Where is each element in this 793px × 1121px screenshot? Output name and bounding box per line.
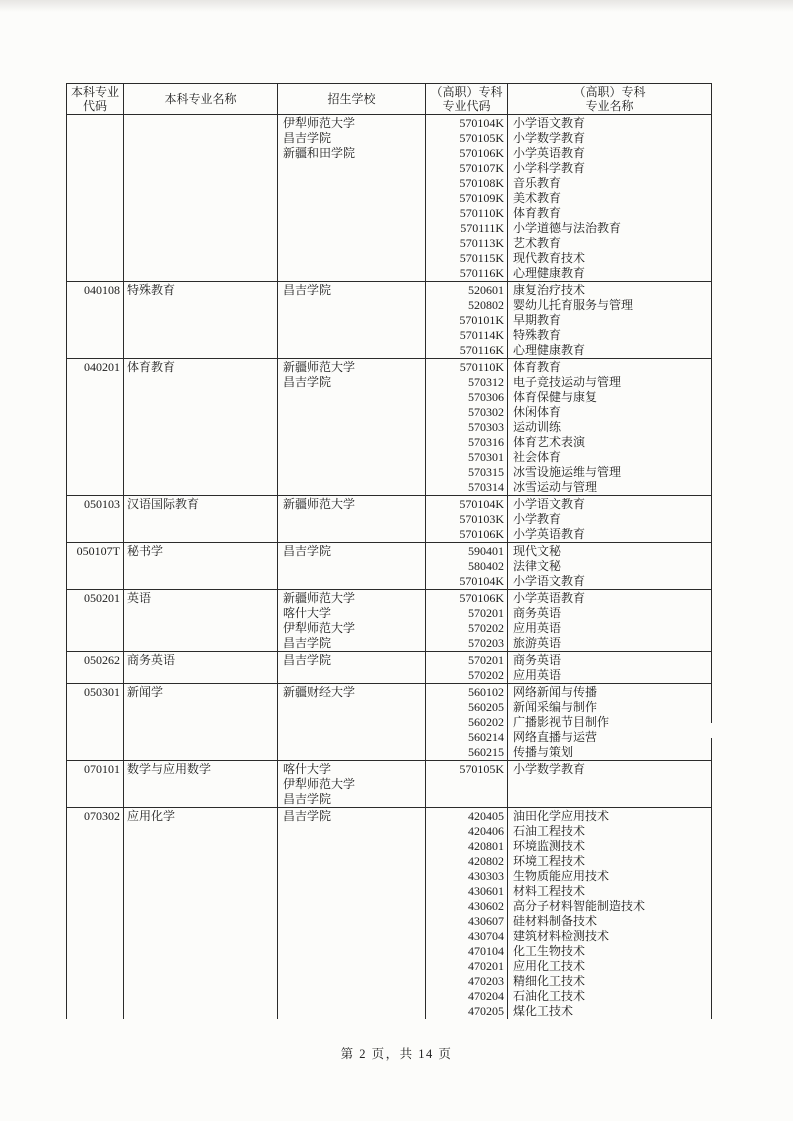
vocational-codes-cell — [426, 359, 508, 495]
vocational-names-cell — [508, 808, 711, 1019]
page-footer: 第 2 页，共 14 页 — [340, 1047, 453, 1061]
vocational-codes-cell — [426, 652, 508, 683]
vocational-code: 570111K — [460, 221, 504, 235]
vocational-code: 570103K — [459, 512, 504, 526]
vocational-major-name: 网络新闻与传播 — [513, 685, 598, 699]
table-row — [67, 496, 711, 543]
vocational-code: 570104K — [459, 574, 504, 588]
undergrad-major-name: 汉语国际教育 — [127, 497, 200, 511]
vocational-code: 570106K — [459, 146, 504, 160]
vocational-major-name: 应用英语 — [513, 668, 562, 682]
vocational-code: 570306 — [468, 390, 504, 404]
header-line: 专业代码 — [442, 99, 491, 113]
undergrad-major-name: 秘书学 — [127, 544, 164, 558]
vocational-major-name: 小学科学教育 — [513, 161, 586, 175]
vocational-code: 570113K — [459, 236, 504, 250]
vocational-major-name: 小学数学教育 — [513, 762, 586, 776]
schools-cell — [278, 115, 426, 281]
header-vocational-name — [508, 84, 711, 114]
vocational-codes-cell — [426, 496, 508, 542]
majors-table — [66, 83, 712, 1019]
vocational-code: 520601 — [468, 283, 504, 297]
vocational-code: 570107K — [459, 161, 504, 175]
school-name: 昌吉学院 — [283, 636, 332, 650]
vocational-major-name: 精细化工技术 — [513, 974, 586, 988]
vocational-code: 570301 — [468, 450, 504, 464]
undergrad-major-name: 商务英语 — [127, 653, 176, 667]
undergrad-name-cell — [124, 359, 278, 495]
undergrad-name-cell — [124, 115, 278, 281]
vocational-code: 420406 — [468, 824, 504, 838]
header-line: 本科专业名称 — [164, 92, 237, 106]
school-name: 昌吉学院 — [283, 792, 332, 806]
undergrad-code: 040201 — [84, 360, 120, 374]
vocational-code: 570110K — [459, 206, 504, 220]
undergrad-code-cell — [67, 496, 124, 542]
vocational-code: 580402 — [468, 559, 504, 573]
schools-cell — [278, 359, 426, 495]
vocational-code: 570109K — [459, 191, 504, 205]
vocational-code: 420405 — [468, 809, 504, 823]
vocational-code: 430303 — [468, 869, 504, 883]
school-name: 新疆和田学院 — [283, 146, 356, 160]
vocational-major-name: 小学语文教育 — [513, 116, 586, 130]
school-name: 昌吉学院 — [283, 544, 332, 558]
vocational-major-name: 环境工程技术 — [513, 854, 586, 868]
vocational-code: 570116K — [459, 266, 504, 280]
vocational-major-name: 音乐教育 — [513, 176, 562, 190]
vocational-code: 570315 — [468, 465, 504, 479]
table-row — [67, 115, 711, 282]
table-row — [67, 282, 711, 359]
vocational-code: 420802 — [468, 854, 504, 868]
vocational-code: 570312 — [468, 375, 504, 389]
vocational-major-name: 艺术教育 — [513, 236, 562, 250]
header-line: 专业名称 — [585, 99, 634, 113]
undergrad-name-cell — [124, 808, 278, 1019]
vocational-code: 570302 — [468, 405, 504, 419]
vocational-major-name: 法律文秘 — [513, 559, 562, 573]
vocational-names-cell — [508, 282, 711, 358]
table-row — [67, 590, 711, 652]
header-line: （高职）专科 — [573, 85, 646, 99]
header-line: 本科专业 — [70, 85, 119, 99]
vocational-code: 560215 — [468, 745, 504, 759]
school-name: 喀什大学 — [283, 606, 332, 620]
vocational-major-name: 小学道德与法治教育 — [513, 221, 622, 235]
undergrad-major-name: 特殊教育 — [127, 283, 176, 297]
vocational-code: 570116K — [459, 343, 504, 357]
undergrad-name-cell — [124, 543, 278, 589]
vocational-codes-cell — [426, 590, 508, 651]
vocational-code: 570105K — [459, 762, 504, 776]
school-name: 新疆师范大学 — [283, 591, 356, 605]
vocational-major-name: 冰雪运动与管理 — [513, 480, 598, 494]
undergrad-code-cell — [67, 808, 124, 1019]
vocational-major-name: 小学英语教育 — [513, 591, 586, 605]
schools-cell — [278, 761, 426, 807]
vocational-code: 470203 — [468, 974, 504, 988]
vocational-major-name: 冰雪设施运维与管理 — [513, 465, 622, 479]
vocational-codes-cell — [426, 282, 508, 358]
vocational-major-name: 石油工程技术 — [513, 824, 586, 838]
school-name: 昌吉学院 — [283, 809, 332, 823]
schools-cell — [278, 652, 426, 683]
undergrad-code: 050201 — [84, 591, 120, 605]
vocational-major-name: 小学语文教育 — [513, 574, 586, 588]
header-undergrad-code — [67, 84, 124, 114]
undergrad-code: 040108 — [84, 283, 120, 297]
vocational-codes-cell — [426, 543, 508, 589]
vocational-major-name: 小学数学教育 — [513, 131, 586, 145]
undergrad-code-cell — [67, 652, 124, 683]
vocational-code: 560214 — [468, 730, 504, 744]
undergrad-code-cell — [67, 590, 124, 651]
vocational-code: 570201 — [468, 653, 504, 667]
vocational-code: 430602 — [468, 899, 504, 913]
schools-cell — [278, 684, 426, 760]
undergrad-name-cell — [124, 684, 278, 760]
vocational-major-name: 环境监测技术 — [513, 839, 586, 853]
schools-cell — [278, 590, 426, 651]
vocational-code: 560205 — [468, 700, 504, 714]
vocational-major-name: 小学语文教育 — [513, 497, 586, 511]
school-name: 新疆师范大学 — [283, 497, 356, 511]
vocational-major-name: 商务英语 — [513, 653, 562, 667]
vocational-major-name: 运动训练 — [513, 420, 562, 434]
vocational-major-name: 硅材料制备技术 — [513, 914, 598, 928]
vocational-major-name: 电子竞技运动与管理 — [513, 375, 622, 389]
undergrad-code: 050262 — [84, 653, 120, 667]
header-enrolling-schools — [278, 84, 426, 114]
vocational-code: 420801 — [468, 839, 504, 853]
table-row — [67, 684, 711, 761]
vocational-code: 570104K — [459, 497, 504, 511]
vocational-code: 470104 — [468, 944, 504, 958]
vocational-major-name: 石油化工技术 — [513, 989, 586, 1003]
vocational-code: 570106K — [459, 591, 504, 605]
vocational-major-name: 应用化工技术 — [513, 959, 586, 973]
scan-gap-artifact — [706, 723, 715, 738]
table-row — [67, 761, 711, 808]
undergrad-name-cell — [124, 590, 278, 651]
school-name: 新疆财经大学 — [283, 685, 356, 699]
vocational-major-name: 婴幼儿托育服务与管理 — [513, 298, 634, 312]
table-row — [67, 652, 711, 684]
vocational-major-name: 传播与策划 — [513, 745, 574, 759]
vocational-code: 570115K — [459, 251, 504, 265]
vocational-major-name: 商务英语 — [513, 606, 562, 620]
vocational-code: 570203 — [468, 636, 504, 650]
vocational-major-name: 现代教育技术 — [513, 251, 586, 265]
vocational-names-cell — [508, 496, 711, 542]
undergrad-name-cell — [124, 282, 278, 358]
vocational-major-name: 煤化工技术 — [513, 1004, 574, 1018]
vocational-names-cell — [508, 652, 711, 683]
vocational-names-cell — [508, 543, 711, 589]
school-name: 昌吉学院 — [283, 653, 332, 667]
vocational-major-name: 现代文秘 — [513, 544, 562, 558]
table-body — [67, 115, 711, 1019]
vocational-codes-cell — [426, 761, 508, 807]
schools-cell — [278, 496, 426, 542]
vocational-major-name: 美术教育 — [513, 191, 562, 205]
vocational-major-name: 康复治疗技术 — [513, 283, 586, 297]
school-name: 昌吉学院 — [283, 283, 332, 297]
vocational-major-name: 休闲体育 — [513, 405, 562, 419]
vocational-code: 570104K — [459, 116, 504, 130]
vocational-major-name: 化工生物技术 — [513, 944, 586, 958]
vocational-names-cell — [508, 590, 711, 651]
vocational-major-name: 高分子材料智能制造技术 — [513, 899, 646, 913]
undergrad-code: 050103 — [84, 497, 120, 511]
table-row — [67, 359, 711, 496]
undergrad-code: 050301 — [84, 685, 120, 699]
vocational-major-name: 心理健康教育 — [513, 266, 586, 280]
vocational-major-name: 生物质能应用技术 — [513, 869, 610, 883]
vocational-major-name: 网络直播与运营 — [513, 730, 598, 744]
header-vocational-code — [426, 84, 508, 114]
vocational-code: 470201 — [468, 959, 504, 973]
header-line: 代码 — [82, 99, 107, 113]
vocational-major-name: 新闻采编与制作 — [513, 700, 598, 714]
school-name: 伊犁师范大学 — [283, 621, 356, 635]
undergrad-code-cell — [67, 282, 124, 358]
undergrad-code-cell — [67, 115, 124, 281]
vocational-major-name: 体育教育 — [513, 206, 562, 220]
vocational-major-name: 小学英语教育 — [513, 146, 586, 160]
vocational-major-name: 小学英语教育 — [513, 527, 586, 541]
schools-cell — [278, 543, 426, 589]
vocational-major-name: 广播影视节目制作 — [513, 715, 610, 729]
vocational-code: 570303 — [468, 420, 504, 434]
vocational-major-name: 体育保健与康复 — [513, 390, 598, 404]
school-name: 伊犁师范大学 — [283, 777, 356, 791]
undergrad-major-name: 应用化学 — [127, 809, 176, 823]
vocational-code: 570202 — [468, 668, 504, 682]
vocational-code: 470204 — [468, 989, 504, 1003]
vocational-codes-cell — [426, 115, 508, 281]
undergrad-code-cell — [67, 684, 124, 760]
school-name: 昌吉学院 — [283, 375, 332, 389]
school-name: 昌吉学院 — [283, 131, 332, 145]
vocational-code: 570101K — [459, 313, 504, 327]
school-name: 喀什大学 — [283, 762, 332, 776]
vocational-code: 430601 — [468, 884, 504, 898]
undergrad-code-cell — [67, 359, 124, 495]
undergrad-code: 070302 — [84, 809, 120, 823]
undergrad-major-name: 英语 — [127, 591, 152, 605]
vocational-major-name: 特殊教育 — [513, 328, 562, 342]
school-name: 伊犁师范大学 — [283, 116, 356, 130]
vocational-major-name: 应用英语 — [513, 621, 562, 635]
vocational-code: 560202 — [468, 715, 504, 729]
vocational-code: 570108K — [459, 176, 504, 190]
vocational-names-cell — [508, 359, 711, 495]
vocational-major-name: 旅游英语 — [513, 636, 562, 650]
schools-cell — [278, 282, 426, 358]
school-name: 新疆师范大学 — [283, 360, 356, 374]
undergrad-name-cell — [124, 761, 278, 807]
schools-cell — [278, 808, 426, 1019]
vocational-major-name: 社会体育 — [513, 450, 562, 464]
vocational-codes-cell — [426, 808, 508, 1019]
vocational-code: 570314 — [468, 480, 504, 494]
vocational-code: 560102 — [468, 685, 504, 699]
vocational-code: 520802 — [468, 298, 504, 312]
undergrad-code: 070101 — [84, 762, 120, 776]
vocational-code: 590401 — [468, 544, 504, 558]
vocational-code: 470205 — [468, 1004, 504, 1018]
undergrad-major-name: 新闻学 — [127, 685, 164, 699]
scan-shadow-band — [0, 0, 793, 12]
vocational-major-name: 体育教育 — [513, 360, 562, 374]
undergrad-name-cell — [124, 652, 278, 683]
header-line: 招生学校 — [327, 92, 376, 106]
vocational-names-cell — [508, 684, 711, 760]
vocational-code: 570114K — [459, 328, 504, 342]
vocational-code: 570105K — [459, 131, 504, 145]
vocational-code: 570316 — [468, 435, 504, 449]
vocational-major-name: 小学教育 — [513, 512, 562, 526]
header-undergrad-name — [124, 84, 278, 114]
vocational-major-name: 建筑材料检测技术 — [513, 929, 610, 943]
vocational-code: 430607 — [468, 914, 504, 928]
header-line: （高职）专科 — [430, 85, 503, 99]
vocational-major-name: 体育艺术表演 — [513, 435, 586, 449]
vocational-names-cell — [508, 761, 711, 807]
undergrad-major-name: 体育教育 — [127, 360, 176, 374]
undergrad-code-cell — [67, 543, 124, 589]
vocational-major-name: 油田化学应用技术 — [513, 809, 610, 823]
vocational-codes-cell — [426, 684, 508, 760]
vocational-code: 570110K — [459, 360, 504, 374]
table-header-row — [67, 84, 711, 115]
vocational-code: 570202 — [468, 621, 504, 635]
table-row — [67, 808, 711, 1019]
undergrad-code-cell — [67, 761, 124, 807]
vocational-code: 430704 — [468, 929, 504, 943]
undergrad-name-cell — [124, 496, 278, 542]
undergrad-code: 050107T — [76, 544, 120, 558]
table-row — [67, 543, 711, 590]
vocational-major-name: 材料工程技术 — [513, 884, 586, 898]
vocational-code: 570106K — [459, 527, 504, 541]
vocational-major-name: 心理健康教育 — [513, 343, 586, 357]
vocational-major-name: 早期教育 — [513, 313, 562, 327]
undergrad-major-name: 数学与应用数学 — [127, 762, 212, 776]
vocational-names-cell — [508, 115, 711, 281]
vocational-code: 570201 — [468, 606, 504, 620]
